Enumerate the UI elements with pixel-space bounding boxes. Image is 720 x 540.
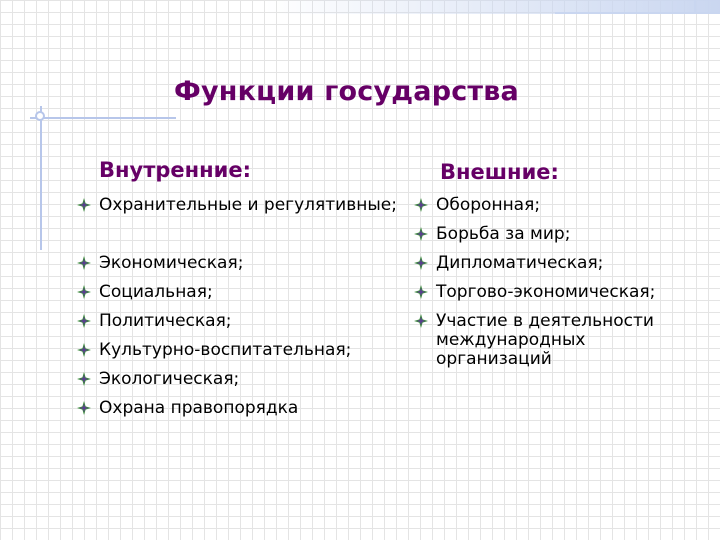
list-item-label: Охрана правопорядка [99, 398, 299, 418]
list-item-label: Дипломатическая; [436, 253, 604, 273]
slide-title: Функции государства [174, 76, 519, 107]
list-item-label: Социальная; [99, 282, 213, 302]
internal-functions-heading: Внутренние: [99, 158, 252, 182]
list-item-label-continued: международных [436, 330, 586, 350]
list-item [77, 370, 397, 389]
external-functions-list [414, 196, 655, 379]
diamond-bullet-icon [77, 256, 91, 270]
list-item-label: Экономическая; [99, 253, 244, 273]
diamond-bullet-icon [414, 198, 428, 212]
internal-functions-list [77, 196, 397, 428]
diamond-bullet-icon [77, 343, 91, 357]
diamond-bullet-icon [414, 314, 428, 328]
diamond-bullet-icon [77, 401, 91, 415]
diamond-bullet-icon [77, 285, 91, 299]
list-item [414, 283, 655, 302]
diamond-bullet-icon [77, 372, 91, 386]
left-vertical-rule [40, 106, 42, 250]
list-item [77, 399, 397, 418]
list-item-label: Политическая; [99, 311, 232, 331]
list-item-label: Борьба за мир; [436, 224, 571, 244]
diamond-bullet-icon [414, 285, 428, 299]
list-item [414, 312, 655, 369]
list-item-label: Охранительные и регулятивные; [99, 195, 397, 215]
title-underline-rule [30, 117, 176, 119]
list-item [77, 341, 397, 360]
diamond-bullet-icon [77, 198, 91, 212]
list-item [77, 283, 397, 302]
diamond-bullet-icon [414, 256, 428, 270]
list-item-label: Участие в деятельности [436, 311, 654, 331]
list-item-label: Оборонная; [436, 195, 541, 215]
list-item [77, 312, 397, 331]
corner-decorative-mark [694, 0, 706, 14]
diamond-bullet-icon [77, 314, 91, 328]
list-item-label: Торгово-экономическая; [436, 282, 656, 302]
rule-circle-ornament [35, 111, 45, 121]
list-item [77, 196, 397, 215]
list-item-label-continued: организаций [436, 349, 552, 369]
list-item-label: Культурно-воспитательная; [99, 340, 352, 360]
list-item [414, 196, 655, 215]
list-item [77, 254, 397, 273]
external-functions-heading: Внешние: [440, 160, 559, 184]
list-item-label: Экологическая; [99, 369, 240, 389]
list-item [414, 225, 655, 244]
diamond-bullet-icon [414, 227, 428, 241]
list-item [414, 254, 655, 273]
